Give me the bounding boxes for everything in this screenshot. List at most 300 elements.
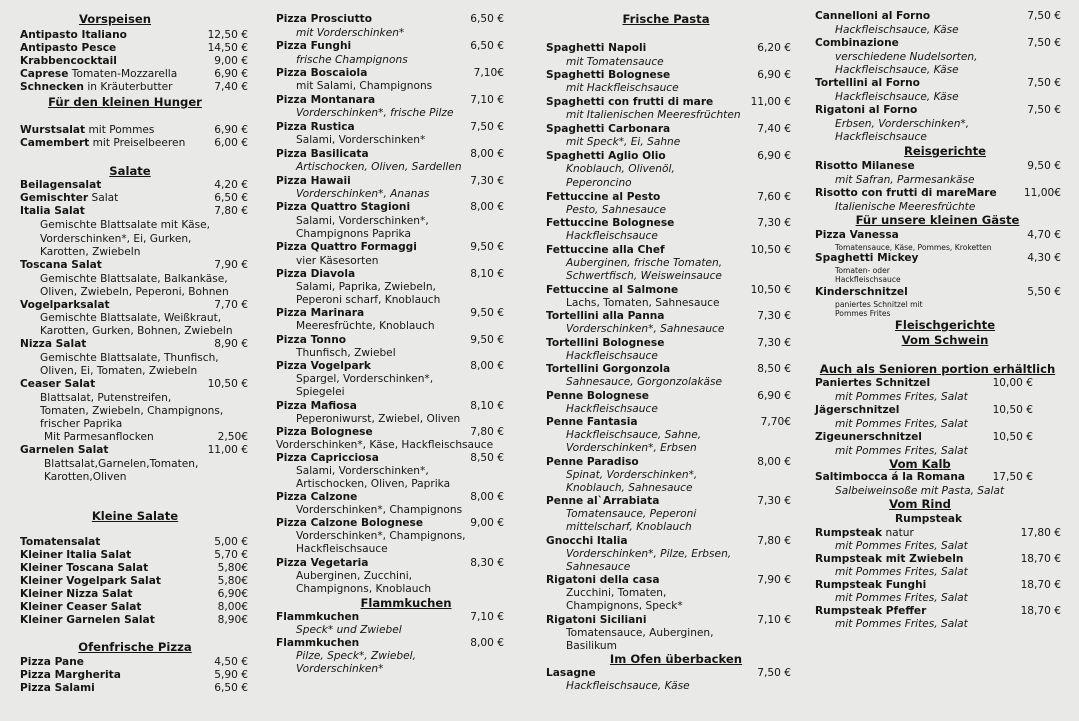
menu-description: Vorderschinken*, Sahnesauce [566, 323, 725, 335]
menu-item-price: 7,30 € [470, 175, 504, 187]
menu-description: Pilze, Speck*, Zwiebel, [296, 650, 416, 662]
menu-item-name [276, 120, 355, 134]
menu-item-price: 7,50 € [1027, 104, 1061, 116]
menu-description: Champignons Paprika [296, 228, 411, 240]
column-pasta [546, 0, 791, 721]
menu-item-price: 17,80 € [1020, 527, 1061, 539]
menu-description: Spiegelei [296, 386, 345, 398]
dish-name: Nizza Salat [20, 338, 87, 350]
menu-item-name [20, 587, 133, 601]
menu-item [20, 548, 248, 562]
menu-item-name [546, 243, 665, 257]
column-forno-fleisch [815, 0, 1061, 721]
dish-name: Pizza Hawaii [276, 175, 351, 187]
menu-description: frischer Paprika [40, 418, 123, 430]
menu-description: Blattsalat, Putenstreifen, [40, 392, 172, 404]
column-pizza [276, 0, 504, 721]
menu-item [815, 103, 1061, 117]
dish-name: Flammkuchen [276, 637, 360, 649]
menu-item-name [20, 136, 185, 150]
menu-description: Vorderschinken*, Champignons [296, 504, 463, 516]
menu-item-name [546, 415, 638, 429]
menu-item [20, 561, 248, 575]
menu-item [276, 240, 504, 254]
menu-item-name [815, 526, 914, 540]
menu-description: Rumpsteak [895, 513, 963, 525]
menu-item [276, 306, 504, 320]
menu-item-price: 8,00 € [757, 456, 791, 468]
menu-item-price: 10,50 € [750, 244, 791, 256]
dish-name: Rumpsteak [815, 527, 883, 539]
menu-item-price: 8,00 € [470, 637, 504, 649]
menu-item-price: 7,50 € [1027, 37, 1061, 49]
menu-description: Sahnesauce, Gorgonzolakäse [566, 376, 723, 388]
menu-item [546, 415, 791, 429]
dish-name: Pizza Calzone Bolognese [276, 517, 424, 529]
menu-item [815, 470, 1061, 484]
dish-name: Garnelen Salat [20, 444, 109, 456]
menu-item [20, 178, 248, 192]
menu-item-name [20, 204, 85, 218]
menu-item-price: 11,00 € [750, 96, 791, 108]
dish-name: Pizza Funghi [276, 40, 352, 52]
dish-name: Penne Paradiso [546, 456, 639, 468]
menu-description: mit Italienischen Meeresfrüchten [566, 109, 741, 121]
menu-item-name [276, 425, 373, 439]
menu-item [546, 666, 791, 680]
menu-item [546, 122, 791, 136]
menu-item-name [276, 333, 346, 347]
menu-description: mit Pommes Frites, Salat [835, 618, 968, 630]
dish-name: Spaghetti Aglio Olio [546, 150, 666, 162]
menu-item-name [546, 666, 596, 680]
menu-item [20, 443, 248, 457]
menu-item-price: 8,50 € [757, 363, 791, 375]
menu-item-name [276, 359, 371, 373]
menu-item [20, 123, 248, 137]
menu-item [815, 186, 1061, 200]
dish-name: Italia Salat [20, 205, 85, 217]
menu-item-name [276, 267, 355, 281]
dish-note: natur [882, 527, 914, 539]
menu-item-name [276, 240, 417, 254]
dish-name: Rigatoni della casa [546, 574, 660, 586]
menu-item-price: 6,50 € [214, 682, 248, 694]
menu-description: Spinat, Vorderschinken*, [566, 469, 698, 481]
menu-item-name [276, 556, 368, 570]
menu-description: Champignons, Speck* [566, 600, 683, 612]
menu-item-price: 6,50 € [470, 13, 504, 25]
dish-name: Kleiner Toscana Salat [20, 562, 149, 574]
menu-item-name [20, 548, 131, 562]
dish-name: Fettuccine alla Chef [546, 244, 665, 256]
menu-item-name [546, 494, 659, 508]
menu-item-price: 9,50 € [1027, 160, 1061, 172]
menu-item [546, 455, 791, 469]
menu-item-name [276, 200, 410, 214]
menu-description: Tomatensauce, Auberginen, [566, 627, 714, 639]
menu-item [546, 613, 791, 627]
menu-item [20, 681, 248, 695]
section-heading: Vom Kalb [889, 457, 951, 471]
menu-item [815, 251, 1061, 265]
menu-item [815, 526, 1061, 540]
menu-item-name [815, 470, 965, 484]
dish-name: Pizza Montanara [276, 94, 376, 106]
menu-item-name [546, 216, 674, 230]
menu-item-price: 6,50 € [470, 40, 504, 52]
menu-item-name [276, 636, 359, 650]
dish-name: Rigatoni Siciliani [546, 614, 647, 626]
menu-item-price: 8,10 € [470, 400, 504, 412]
menu-item-price: 5,50 € [1027, 286, 1061, 298]
menu-item-price: 8,50 € [470, 452, 504, 464]
menu-item-price: 7,50 € [470, 121, 504, 133]
dish-name: Antipasto Pesce [20, 42, 117, 54]
dish-name: Pizza Tonno [276, 334, 347, 346]
menu-item-price: 9,50 € [470, 307, 504, 319]
menu-item-price: 10,50 € [992, 404, 1033, 416]
menu-item-price: 8,90€ [217, 614, 248, 626]
menu-item-price: 7,90 € [214, 259, 248, 271]
menu-item-name [815, 159, 915, 173]
dish-name: Pizza Vegetaria [276, 557, 369, 569]
menu-description: Auberginen, frische Tomaten, [566, 257, 723, 269]
menu-item-name [815, 604, 926, 618]
menu-item-name [20, 337, 86, 351]
menu-description: mit Vorderschinken* [296, 27, 405, 39]
menu-description: Vorderschinken*, Pilze, Erbsen, [566, 548, 732, 560]
menu-description: Vorderschinken*, Champignons, [296, 530, 466, 542]
menu-item-name [546, 534, 628, 548]
menu-item-price: 8,10 € [470, 268, 504, 280]
dish-note: mit Preiselbeeren [89, 137, 186, 149]
menu-item-price: 9,50 € [470, 241, 504, 253]
menu-item-name [20, 123, 154, 137]
menu-description: Vorderschinken*, Ananas [296, 188, 430, 200]
menu-item-price: 8,00 € [470, 148, 504, 160]
menu-item-name [20, 80, 173, 94]
menu-item-name [276, 490, 357, 504]
menu-description: Pesto, Sahnesauce [566, 204, 667, 216]
dish-name: Pizza Rustica [276, 121, 355, 133]
menu-item-price: 18,70 € [1020, 579, 1061, 591]
menu-item-price: 10,50 € [992, 431, 1033, 443]
menu-item [20, 191, 248, 205]
menu-item-name [546, 455, 639, 469]
menu-item-price: 10,50 € [750, 284, 791, 296]
dish-name: Kleiner Nizza Salat [20, 588, 133, 600]
menu-item-price: 7,90 € [757, 574, 791, 586]
menu-description: Hackfleischsauce, Käse [566, 680, 690, 692]
menu-item-price: 7,50 € [757, 667, 791, 679]
menu-description: Vorderschinken*, Erbsen [566, 442, 697, 454]
dish-name: Spaghetti Carbonara [546, 123, 671, 135]
menu-item [20, 668, 248, 682]
menu-item-price: 18,70 € [1020, 553, 1061, 565]
menu-item [546, 389, 791, 403]
menu-item-name [20, 178, 101, 192]
menu-item [276, 93, 504, 107]
dish-name: Kleiner Italia Salat [20, 549, 132, 561]
menu-item-price: 8,90 € [214, 338, 248, 350]
dish-name: Tortellini alla Panna [546, 310, 665, 322]
menu-item [546, 362, 791, 376]
menu-item-name [20, 298, 110, 312]
menu-item-price: 9,50 € [470, 334, 504, 346]
menu-item-name [20, 54, 117, 68]
menu-item-price: 18,70 € [1020, 605, 1061, 617]
menu-item-price: 8,00 € [470, 201, 504, 213]
menu-item [546, 283, 791, 297]
menu-description: Artischocken, Oliven, Sardellen [296, 161, 462, 173]
menu-item [546, 309, 791, 323]
menu-item [276, 516, 504, 530]
menu-description: Speck* und Zwiebel [296, 624, 402, 636]
menu-item [20, 41, 248, 55]
menu-item-price: 10,00 € [992, 377, 1033, 389]
menu-description: Meeresfrüchte, Knoblauch [296, 320, 435, 332]
menu-item-name [815, 251, 918, 265]
dish-name: Spaghetti Bolognese [546, 69, 671, 81]
menu-item-price: 9,00 € [214, 55, 248, 67]
menu-item [276, 490, 504, 504]
menu-item-name [546, 573, 659, 587]
dish-name: Jägerschnitzel [815, 404, 900, 416]
menu-item-name [276, 399, 357, 413]
menu-item-price: 7,10€ [473, 67, 504, 79]
menu-description: vier Käsesorten [296, 255, 379, 267]
section-heading: Für den kleinen Hunger [48, 95, 202, 109]
menu-item-name [546, 309, 664, 323]
menu-item [276, 610, 504, 624]
menu-item-price: 6,20 € [757, 42, 791, 54]
menu-item-name [546, 122, 670, 136]
section-heading: Frische Pasta [622, 12, 710, 26]
menu-item [20, 136, 248, 150]
menu-item-name [546, 41, 646, 55]
section-heading: Ofenfrische Pizza [78, 640, 192, 654]
menu-description: Spargel, Vorderschinken*, [296, 373, 434, 385]
dish-name: Pizza Boscaiola [276, 67, 368, 79]
menu-item [276, 636, 504, 650]
dish-name: Risotto Milanese [815, 160, 915, 172]
menu-item-price: 6,50 € [214, 192, 248, 204]
menu-item [20, 298, 248, 312]
menu-description: Hackfleischsauce, Käse [835, 24, 959, 36]
menu-description: mit Tomatensauce [566, 56, 664, 68]
menu-item [815, 76, 1061, 90]
dish-name: Gemischter [20, 192, 89, 204]
menu-item [20, 80, 248, 94]
menu-item-price: 6,90 € [757, 69, 791, 81]
menu-item [815, 36, 1061, 50]
section-heading: Vorspeisen [78, 12, 152, 26]
menu-item [276, 333, 504, 347]
menu-item-price: 17,50 € [992, 471, 1033, 483]
menu-item [276, 12, 504, 26]
menu-item-name [815, 552, 963, 566]
dish-name: Pizza Capricciosa [276, 452, 379, 464]
menu-item [276, 399, 504, 413]
menu-description: Hackfleischsauce [566, 230, 658, 242]
dish-note: Mit Parmesanflocken [44, 431, 154, 443]
menu-description: verschiedene Nudelsorten, [835, 51, 978, 63]
menu-item [546, 68, 791, 82]
menu-description: Sahnesauce [566, 561, 631, 573]
menu-item [815, 228, 1061, 242]
menu-description: Hackfleischsauce, Käse [835, 91, 959, 103]
dish-note: Tomaten-Mozzarella [68, 68, 178, 80]
menu-description: Knoblauch, Olivenöl, [566, 163, 675, 175]
menu-item-name [276, 174, 351, 188]
menu-item-price: 8,00 € [470, 360, 504, 372]
menu-item [276, 451, 504, 465]
menu-item-name [276, 147, 369, 161]
menu-item-price: 4,50 € [214, 656, 248, 668]
menu-item-name [815, 9, 930, 23]
menu-item-name [276, 516, 423, 530]
menu-item-price: 9,00 € [470, 517, 504, 529]
menu-description: Hackfleischsauce [296, 543, 388, 555]
menu-item-price: 4,20 € [214, 179, 248, 191]
section-heading: Reisgerichte [903, 144, 987, 158]
dish-name: Rumpsteak mit Zwiebeln [815, 553, 964, 565]
menu-item-name [815, 403, 899, 417]
menu-item [546, 534, 791, 548]
menu-item-name [276, 93, 375, 107]
menu-item-price: 12,50 € [207, 29, 248, 41]
menu-item-price: 7,50 € [1027, 10, 1061, 22]
menu-item-price: 7,40 € [214, 81, 248, 93]
dish-name: Saltimbocca á la Romana [815, 471, 966, 483]
menu-item-name [815, 285, 908, 299]
menu-description: mit Pommes Frites, Salat [835, 391, 968, 403]
dish-note: in Kräuterbutter [83, 81, 173, 93]
section-heading: Flammkuchen [360, 596, 452, 610]
menu-item [546, 41, 791, 55]
menu-item [815, 604, 1061, 618]
menu-item-price: 5,80€ [217, 562, 248, 574]
menu-item-name [546, 283, 678, 297]
menu-description: paniertes Schnitzel mit [835, 300, 923, 309]
menu-item-name [20, 67, 177, 81]
menu-description: Hackfleischsauce, Käse [835, 64, 959, 76]
menu-item-price: 11,00€ [1023, 187, 1061, 199]
menu-description: Karotten, Gurken, Bohnen, Zwiebeln [40, 325, 233, 337]
dish-name: Tortellini al Forno [815, 77, 920, 89]
menu-item [20, 587, 248, 601]
dish-name: Vogelparksalat [20, 299, 110, 311]
menu-item-name [546, 190, 660, 204]
menu-item-price: 7,80 € [470, 426, 504, 438]
menu-description: Karotten,Oliven [44, 471, 127, 483]
menu-item-price: 7,10 € [470, 611, 504, 623]
menu-item [20, 613, 248, 627]
dish-name: Zigeunerschnitzel [815, 431, 922, 443]
menu-item [276, 120, 504, 134]
menu-item-name [815, 430, 922, 444]
menu-description: mit Pommes Frites, Salat [835, 418, 968, 430]
menu-description: Salbeiweinsoße mit Pasta, Salat [835, 485, 1005, 497]
dish-name: Toscana Salat [20, 259, 102, 271]
menu-description: Tomaten- oder [835, 266, 890, 275]
menu-item-name [20, 613, 155, 627]
section-heading: Fleischgerichte [894, 318, 996, 332]
menu-item [546, 573, 791, 587]
menu-description: Peperoniwurst, Zwiebel, Oliven [296, 413, 461, 425]
dish-name: Penne Fantasia [546, 416, 638, 428]
menu-description: mittelscharf, Knoblauch [566, 521, 692, 533]
dish-name: Risotto con frutti di mareMare [815, 187, 997, 199]
menu-description: Salami, Paprika, Zwiebeln, [296, 281, 436, 293]
menu-description: Gemischte Blattsalate mit Käse, [40, 219, 211, 231]
dish-name: Krabbencocktail [20, 55, 117, 67]
menu-item-price: 6,90 € [214, 68, 248, 80]
dish-name: Spaghetti Napoli [546, 42, 647, 54]
menu-item-price: 2,50€ [217, 431, 248, 443]
menu-item-price: 4,70 € [1027, 229, 1061, 241]
menu-item-name [546, 95, 713, 109]
dish-name: Beilagensalat [20, 179, 102, 191]
dish-name: Antipasto Italiano [20, 29, 127, 41]
menu-item-price: 7,70€ [760, 416, 791, 428]
menu-item-name [815, 376, 930, 390]
menu-item [546, 243, 791, 257]
menu-description: Hackfleischsauce, Sahne, [566, 429, 702, 441]
menu-item-name [20, 443, 108, 457]
menu-item [546, 149, 791, 163]
dish-name: Kleiner Ceaser Salat [20, 601, 142, 613]
menu-description: mit Safran, Parmesankäse [835, 174, 975, 186]
menu-item [276, 39, 504, 53]
menu-item-name [546, 362, 670, 376]
menu-item-price: 7,30 € [757, 495, 791, 507]
dish-name: Pizza Salami [20, 682, 95, 694]
menu-item-name [20, 600, 141, 614]
dish-name: Wurstsalat [20, 124, 86, 136]
menu-item [20, 535, 248, 549]
menu-description: Schwertfisch, Weisweinsauce [566, 270, 722, 282]
menu-item-price: 11,00 € [207, 444, 248, 456]
menu-item-price: 7,30 € [757, 310, 791, 322]
dish-name: Spaghetti con frutti di mare [546, 96, 714, 108]
menu-description: mit Pommes Frites, Salat [835, 566, 968, 578]
menu-description: mit Pommes Frites, Salat [835, 540, 968, 552]
menu-description: mit Pommes Frites, Salat [835, 445, 968, 457]
menu-item-price: 7,30 € [757, 337, 791, 349]
menu-description: Vorderschinken* [296, 663, 384, 675]
menu-item [276, 200, 504, 214]
dish-name: Schnecken [20, 81, 84, 93]
section-heading: Salate [109, 164, 151, 178]
section-heading: Kleine Salate [91, 509, 179, 523]
menu-description: Peperoncino [566, 177, 632, 189]
menu-description: mit Speck*, Ei, Sahne [566, 136, 681, 148]
dish-name: Penne Bolognese [546, 390, 649, 402]
menu-item [546, 95, 791, 109]
dish-name: Fettuccine Bolognese [546, 217, 675, 229]
menu-description: frische Champignons [296, 54, 408, 66]
dish-name: Pizza Quattro Stagioni [276, 201, 411, 213]
menu-item-price: 6,90 € [757, 150, 791, 162]
menu-item-name [546, 68, 670, 82]
menu-item [546, 190, 791, 204]
menu-item-name [546, 149, 666, 163]
menu-item-price: 7,70 € [214, 299, 248, 311]
menu-item [815, 9, 1061, 23]
menu-item [276, 267, 504, 281]
